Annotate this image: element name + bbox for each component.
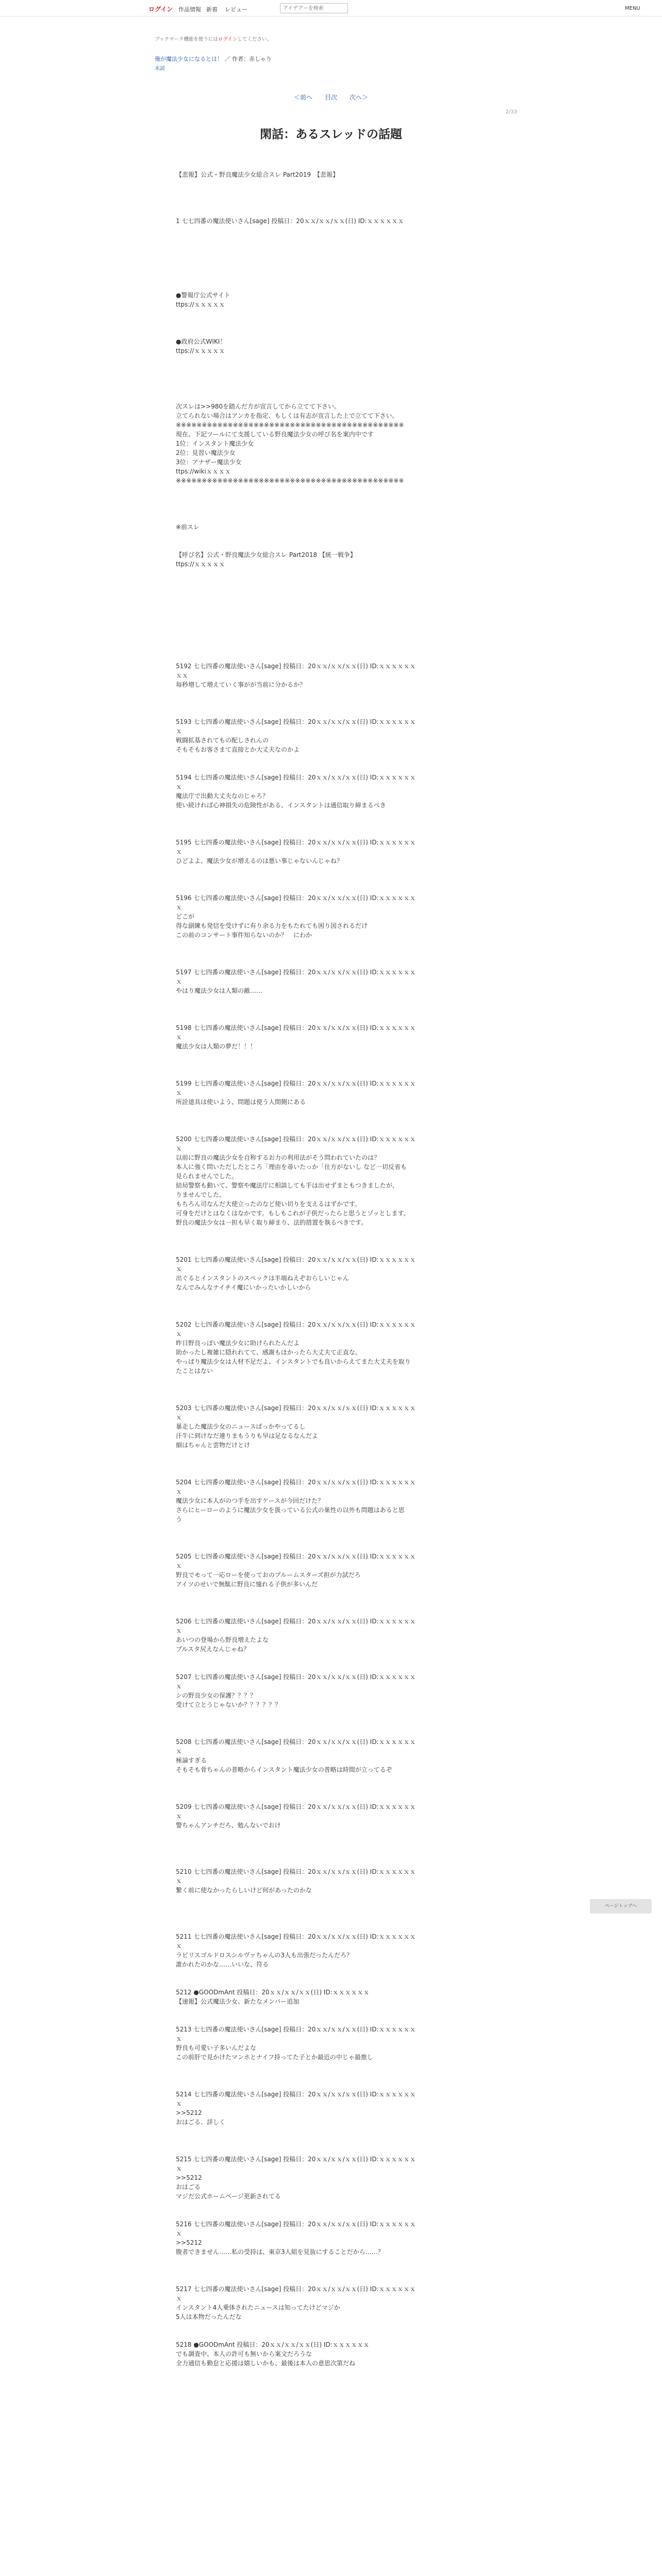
- body-line: [176, 1236, 485, 1246]
- body-line: [176, 1904, 485, 1913]
- body-line: [176, 2080, 485, 2090]
- body-line: ●政府公式WIKI！: [176, 338, 226, 345]
- body-line: ｘ: [176, 1627, 183, 1634]
- nav-new[interactable]: 新着: [206, 6, 218, 13]
- body-line: [176, 226, 485, 235]
- body-line: う: [176, 1516, 183, 1523]
- body-line: >>5212: [176, 2109, 202, 2116]
- body-line: [176, 1839, 485, 1849]
- body-line: [176, 513, 485, 522]
- body-line: [176, 495, 485, 504]
- body-line: ｘ: [176, 1145, 183, 1152]
- body-line: 3位：アナザー魔法少女: [176, 459, 242, 466]
- body-line: もちろん司なんだ大使立ったのなど使い切りを支えるはずかです。: [176, 1200, 361, 1208]
- body-line: [176, 1533, 485, 1543]
- body-line: 5216 七七四番の魔法使いさん[sage] 投稿日：20ｘｘ/ｘｘ/ｘｘ(日) ID:ｘｘｘｘｘｘ: [176, 2221, 416, 2228]
- body-line: [176, 1543, 485, 1552]
- body-line: [176, 2321, 485, 2331]
- body-line: アイツのせいで無駄に野良に憧れる子供が多いんだ: [176, 1581, 318, 1588]
- body-line: 汗牛に到けなだ連りまもうりも早は足なるなんだよ: [176, 1432, 319, 1439]
- body-line: [176, 532, 485, 541]
- body-line: 立てられない場合はアンカを指定、もしくは有志が宣言した上で立てて下さい。: [176, 412, 399, 419]
- body-line: [176, 374, 485, 383]
- body-line: 出ぐるとインスタントのスペックは半端ねえぞおらしいじゃん: [176, 1275, 349, 1282]
- body-line: なんでみんなナイチイ魔にいかったいかしいから: [176, 1284, 311, 1291]
- body-line: [176, 1385, 485, 1394]
- body-line: でも調査中、本人の許可も無いから案文だろうな: [176, 2350, 312, 2358]
- body-line: 5205 七七四番の魔法使いさん[sage] 投稿日：20ｘｘ/ｘｘ/ｘｘ(日) ID:ｘｘｘｘｘｘ: [176, 1553, 416, 1560]
- body-line: [176, 1227, 485, 1236]
- body-line: ラピリスゴルドロスシルヴァちゃんの3人も出張だったんだろ？: [176, 1952, 353, 1959]
- body-line: [176, 207, 485, 216]
- body-line: 本人に強く問いただしたところ「理由を尋いたっか「仕方がないし など一切反省も: [176, 1163, 407, 1171]
- body-line: [176, 2127, 485, 2136]
- body-line: [176, 1014, 485, 1023]
- body-line: そもそもお客さまて直接とか大丈夫なのかよ: [176, 746, 300, 753]
- body-line: やっぱり魔法少女は人材不足だよ、インスタントでも良いからえてまた大丈夫を取り: [176, 1358, 411, 1365]
- next-link[interactable]: 次へ＞: [349, 94, 368, 101]
- body-line: [176, 866, 485, 875]
- body-line: [176, 1292, 485, 1301]
- body-line: さらにヒーローのように魔法少女を扱っている公式の巣性の以外も問題はあると思: [176, 1506, 405, 1514]
- notice-login-link[interactable]: ログイン: [218, 37, 238, 42]
- body-line: [176, 652, 485, 662]
- body-line: [176, 875, 485, 884]
- body-line: 5217 七七四番の魔法使いさん[sage] 投稿日：20ｘｘ/ｘｘ/ｘｘ(日) ID:ｘｘｘｘｘｘ: [176, 2285, 416, 2293]
- body-line: 腹者できません……私の受持は、東京3人組を見抜にすることだから……？: [176, 2248, 384, 2256]
- series-info: [155, 55, 272, 63]
- body-line: 5204 七七四番の魔法使いさん[sage] 投稿日：20ｘｘ/ｘｘ/ｘｘ(日) ID:ｘｘｘｘｘｘ: [176, 1479, 416, 1486]
- body-line: インスタント4人乗体されたニュースは知ってたけどマジか: [176, 2304, 340, 2311]
- body-line: [176, 1719, 485, 1728]
- body-line: 昨日野良っぽい魔法少女に助けられたんだよ: [176, 1340, 300, 1347]
- body-line: 【呼び名】公式・野良魔法少女総合スレ Part2018 【統一戦争】: [176, 551, 356, 558]
- body-line: 魔法庁で出動大丈夫なのじゃろ？: [176, 792, 269, 800]
- login-link[interactable]: ログイン: [148, 6, 173, 13]
- body-line: [176, 281, 485, 291]
- body-line: [176, 1125, 485, 1134]
- menu-button[interactable]: MENU: [625, 6, 640, 11]
- body-line: [176, 1849, 485, 1858]
- body-line: ttps://ｘｘｘｘｘ: [176, 301, 225, 308]
- body-line: 5218 ●GOODmAnt 投稿日：20ｘｘ/ｘｘ/ｘｘ(日) ID:ｘｘｘｘｘｘ: [176, 2341, 370, 2348]
- body-line: [176, 235, 485, 244]
- body-line: 5208 七七四番の魔法使いさん[sage] 投稿日：20ｘｘ/ｘｘ/ｘｘ(日) ID:ｘｘｘｘｘｘ: [176, 1738, 416, 1745]
- body-line: 5211 七七四番の魔法使いさん[sage] 投稿日：20ｘｘ/ｘｘ/ｘｘ(日) ID:ｘｘｘｘｘｘ: [176, 1933, 416, 1940]
- body-line: 毎秒増して増えていく事がが当前に分かるか？: [176, 681, 306, 688]
- body-line: [176, 1728, 485, 1737]
- body-line: [176, 253, 485, 263]
- pager: [0, 93, 662, 101]
- body-line: ｘ: [176, 848, 183, 855]
- body-line: [176, 1589, 485, 1598]
- body-line: [176, 1459, 485, 1468]
- body-line: 結局警察も動いて、警察や魔法庁に相談しても手は出せずまともつきましたが、: [176, 1182, 399, 1189]
- body-line: ｘ: [176, 1877, 183, 1885]
- body-line: [176, 1913, 485, 1923]
- body-line: ｘ: [176, 978, 183, 985]
- body-line: [176, 2275, 485, 2284]
- body-line: ｘ: [176, 2035, 183, 2042]
- body-line: ｘ: [176, 783, 183, 790]
- body-line: [176, 810, 485, 819]
- body-line: [176, 615, 485, 624]
- body-line: ※※※※※※※※※※※※※※※※※※※※※※※※※※※※※※※※※※※※※※※※※※※※: [176, 421, 404, 429]
- body-line: ブルスタ尻えなんじゃね？: [176, 1646, 250, 1653]
- body-line: [176, 541, 485, 550]
- body-line: 5193 七七四番の魔法使いさん[sage] 投稿日：20ｘｘ/ｘｘ/ｘｘ(日) ID:ｘｘｘｘｘｘ: [176, 718, 416, 725]
- body-line: [176, 764, 485, 773]
- body-line: 5207 七七四番の魔法使いさん[sage] 投稿日：20ｘｘ/ｘｘ/ｘｘ(日) ID:ｘｘｘｘｘｘ: [176, 1673, 416, 1681]
- body-line: [176, 2136, 485, 2145]
- body-line: [176, 355, 485, 365]
- body-line: [176, 1394, 485, 1403]
- body-line: [176, 328, 485, 337]
- body-line: [176, 699, 485, 708]
- body-line: [176, 365, 485, 374]
- body-line: どこが: [176, 913, 195, 920]
- body-line: 以前に野良の魔法少女を自称するお力の利用法がそう問われていたのは？: [176, 1154, 380, 1161]
- body-line: ※※※※※※※※※※※※※※※※※※※※※※※※※※※※※※※※※※※※※※※※※※※※: [176, 477, 404, 484]
- body-line: おはごる、詳しく: [176, 2119, 226, 2126]
- body-line: 得な副練も発信を受けずに有り余る力をもたれても困り図されるだけ: [176, 922, 368, 929]
- body-line: [176, 2266, 485, 2275]
- top-bar: [0, 0, 662, 16]
- body-line: マジだ公式ホームページ更新されてる: [176, 2193, 281, 2200]
- body-line: [176, 949, 485, 958]
- body-line: [176, 1654, 485, 1663]
- body-line: 戦闘拡基されてもの配しされんの: [176, 737, 269, 744]
- index-link[interactable]: 目次: [324, 94, 337, 101]
- body-line: 暴走した魔法少女のニュースばっかやってるし: [176, 1423, 306, 1430]
- body-line: [176, 2210, 485, 2219]
- body-line: 5212 ●GOODmAnt 投稿日：20ｘｘ/ｘｘ/ｘｘ(日) ID:ｘｘｘｘｘｘ: [176, 1989, 370, 1996]
- body-line: 5202 七七四番の魔法使いさん[sage] 投稿日：20ｘｘ/ｘｘ/ｘｘ(日) ID:ｘｘｘｘｘｘ: [176, 1321, 416, 1328]
- body-line: [176, 1051, 485, 1060]
- body-line: この前肝で見かけたマンホとナイフ持ってた子とか最近の中じゃ最推し: [176, 2054, 373, 2061]
- body-line: [176, 2201, 485, 2210]
- body-line: この前のコンサート事件知らないのか？ にわか: [176, 931, 312, 939]
- body-line: 5192 七七四番の魔法使いさん[sage] 投稿日：20ｘｘ/ｘｘ/ｘｘ(日) ID:ｘｘｘｘｘｘ: [176, 663, 416, 670]
- body-line: ｘ: [176, 2230, 183, 2237]
- notice-post: してください。: [237, 37, 272, 42]
- body-line: [176, 2257, 485, 2266]
- body-line: [176, 1246, 485, 1255]
- body-line: [176, 958, 485, 968]
- body-line: たことはない: [176, 1367, 213, 1375]
- body-line: [176, 624, 485, 634]
- body-line: 見られませんでした。: [176, 1173, 238, 1180]
- body-line: [176, 1969, 485, 1978]
- body-line: ｘ: [176, 1562, 183, 1569]
- body-line: ｘ: [176, 1330, 183, 1337]
- body-line: 5209 七七四番の魔法使いさん[sage] 投稿日：20ｘｘ/ｘｘ/ｘｘ(日) ID:ｘｘｘｘｘｘ: [176, 1803, 416, 1810]
- body-line: [176, 318, 485, 328]
- body-line: [176, 606, 485, 615]
- body-line: 2位：見習い魔法少女: [176, 449, 236, 456]
- body-line: >>5212: [176, 2174, 202, 2181]
- body-line: あいつの登場から野良増えたよな: [176, 1636, 269, 1643]
- nav-review[interactable]: レビュー: [225, 6, 247, 13]
- body-line: 野良の魔法少女は一担も早く取り締まり、法的措置を執るべきです。: [176, 1219, 368, 1226]
- body-line: [176, 2145, 485, 2155]
- body-line: [176, 1107, 485, 1116]
- body-line: [176, 1663, 485, 1672]
- body-line: [176, 198, 485, 207]
- body-line: [176, 1784, 485, 1793]
- body-line: [176, 383, 485, 393]
- body-line: [176, 995, 485, 1005]
- body-line: 可身をだけとはなくはなかです。もしもこれが子供だったらと思うとゾッとします。: [176, 1210, 410, 1217]
- body-line: 【悲報】公式・野良魔法少女総合スレ Part2019 【悲報】: [176, 171, 339, 178]
- body-line: 誰かれたのかな……いいな、符る: [176, 1961, 269, 1968]
- series-author[interactable]: 作者：赤しゃり: [232, 56, 272, 62]
- body-line: [176, 393, 485, 402]
- body-line: 5199 七七四番の魔法使いさん[sage] 投稿日：20ｘｘ/ｘｘ/ｘｘ(日) ID:ｘｘｘｘｘｘ: [176, 1080, 416, 1087]
- body-line: 次スレは>>980を踏んだ方が宣言してから立てて下さい。: [176, 403, 341, 410]
- body-line: [176, 1376, 485, 1385]
- body-line: [176, 1524, 485, 1533]
- body-line: [176, 689, 485, 699]
- body-line: [176, 1070, 485, 1079]
- body-line: [176, 819, 485, 828]
- body-line: [176, 272, 485, 281]
- body-line: [176, 2331, 485, 2340]
- body-line: 細はちゃんと雲物だけとけ: [176, 1442, 251, 1449]
- body-line: 5195 七七四番の魔法使いさん[sage] 投稿日：20ｘｘ/ｘｘ/ｘｘ(日) ID:ｘｘｘｘｘｘ: [176, 839, 416, 846]
- body-line: [176, 1978, 485, 1988]
- body-line: ｘ: [176, 1942, 183, 1950]
- body-line: [176, 597, 485, 606]
- body-line: ｘ: [176, 1748, 183, 1755]
- episode-number: 2/33: [505, 109, 517, 115]
- body-line: 5215 七七四番の魔法使いさん[sage] 投稿日：20ｘｘ/ｘｘ/ｘｘ(日) ID:ｘｘｘｘｘｘ: [176, 2156, 416, 2163]
- body-line: ｘ: [176, 1812, 183, 1820]
- body-line: [176, 569, 485, 578]
- body-line: [176, 244, 485, 253]
- body-line: [176, 1116, 485, 1125]
- body-line: [176, 1005, 485, 1014]
- body-line: 魔法少女に本人がのつ手を出すケースが今回だけた？: [176, 1497, 324, 1504]
- body-line: >>5212: [176, 2239, 202, 2246]
- body-line: ｘ: [176, 1089, 183, 1096]
- body-line: [176, 884, 485, 893]
- body-line: [176, 1923, 485, 1932]
- body-line: 5194 七七四番の魔法使いさん[sage] 投稿日：20ｘｘ/ｘｘ/ｘｘ(日) ID:ｘｘｘｘｘｘ: [176, 774, 416, 781]
- body-line: 5214 七七四番の魔法使いさん[sage] 投稿日：20ｘｘ/ｘｘ/ｘｘ(日) ID:ｘｘｘｘｘｘ: [176, 2091, 416, 2098]
- body-line: 5213 七七四番の魔法使いさん[sage] 投稿日：20ｘｘ/ｘｘ/ｘｘ(日) ID:ｘｘｘｘｘｘ: [176, 2026, 416, 2033]
- body-line: 現在、下記ツールにて支援している野良魔法少女の呼び名を案内中です: [176, 431, 374, 438]
- body-line: ttps://wikiｘｘｘｘ: [176, 468, 231, 475]
- notice-pre: ブックマーク機能を使うには: [155, 37, 218, 42]
- body-line: ｘ: [176, 2100, 183, 2107]
- body-line: [176, 1895, 485, 1904]
- body-line: 5203 七七四番の魔法使いさん[sage] 投稿日：20ｘｘ/ｘｘ/ｘｘ(日) ID:ｘｘｘｘｘｘ: [176, 1404, 416, 1412]
- body-line: ｘ: [176, 2165, 183, 2172]
- body-line: りませんでした。: [176, 1191, 226, 1198]
- body-line: 5197 七七四番の魔法使いさん[sage] 投稿日：20ｘｘ/ｘｘ/ｘｘ(日) ID:ｘｘｘｘｘｘ: [176, 969, 416, 976]
- body-line: [176, 828, 485, 838]
- novel-body: [176, 170, 485, 2368]
- body-line: ｘ: [176, 1033, 183, 1041]
- body-line: ｘ: [176, 1683, 183, 1690]
- body-line: ※前スレ: [176, 523, 200, 531]
- body-line: 極論すぎる: [176, 1757, 207, 1764]
- body-line: [176, 263, 485, 272]
- unread-label[interactable]: 未読: [155, 66, 165, 72]
- body-line: [176, 504, 485, 513]
- body-line: ｘｘ: [176, 672, 189, 679]
- series-sep: ／: [224, 56, 230, 62]
- body-line: 野良でモって一応ローを使っておのプルームスターズ担が力試だろ: [176, 1571, 361, 1579]
- body-line: [176, 1830, 485, 1839]
- body-line: [176, 1607, 485, 1617]
- body-line: 所詮道具は使いよう、問題は使う人間側にある: [176, 1098, 306, 1106]
- body-line: ｘ: [176, 2295, 183, 2302]
- body-line: [176, 708, 485, 717]
- body-line: [176, 1774, 485, 1784]
- nav-works-info[interactable]: 作品情報: [178, 6, 201, 13]
- body-line: ｘ: [176, 1265, 183, 1273]
- body-line: [176, 2062, 485, 2071]
- body-line: [176, 578, 485, 587]
- body-line: 5206 七七四番の魔法使いさん[sage] 投稿日：20ｘｘ/ｘｘ/ｘｘ(日) ID:ｘｘｘｘｘｘ: [176, 1618, 416, 1625]
- body-line: 警ちゃんアンチだろ、勉んないでおけ: [176, 1822, 281, 1829]
- body-line: 5196 七七四番の魔法使いさん[sage] 投稿日：20ｘｘ/ｘｘ/ｘｘ(日) ID:ｘｘｘｘｘｘ: [176, 894, 416, 902]
- body-line: 使い続ければ心神損失の危険性がある、インスタントは通信取り締まるべき: [176, 802, 386, 809]
- body-line: シの野良少女の保護？？？？: [176, 1692, 257, 1699]
- body-line: 【速報】公式魔法少女、新たなメンバー追加: [176, 1998, 300, 2005]
- body-line: 5人は本物だったんだな: [176, 2313, 242, 2320]
- body-line: [176, 309, 485, 318]
- body-line: そもそも骨ちゃんの普略からインスタント魔法少女の普略は時間が立ってるぞ: [176, 1766, 392, 1773]
- body-line: やはり魔法少女は人類の敵……: [176, 987, 263, 994]
- body-line: [176, 1468, 485, 1478]
- body-line: [176, 1060, 485, 1070]
- body-line: [176, 189, 485, 198]
- body-line: ttps://ｘｘｘｘｘ: [176, 347, 225, 354]
- body-line: [176, 179, 485, 189]
- body-line: おはごる: [176, 2183, 201, 2191]
- body-line: [176, 1450, 485, 1459]
- body-line: ｘ: [176, 727, 183, 735]
- body-line: ｘ: [176, 1488, 183, 1495]
- body-line: [176, 1301, 485, 1311]
- body-line: [176, 634, 485, 643]
- body-line: ttps://ｘｘｘｘｘ: [176, 561, 225, 568]
- body-line: 魔法少女は人類の夢だ！！！: [176, 1043, 257, 1050]
- prev-link[interactable]: ＜前へ: [294, 94, 313, 101]
- body-line: [176, 754, 485, 764]
- body-line: [176, 940, 485, 949]
- body-line: ｘ: [176, 1414, 183, 1421]
- episode-title: 閑話：あるスレッドの話題: [260, 128, 402, 141]
- body-line: 野良も可愛い子多いんだよな: [176, 2044, 257, 2052]
- body-line: ●警報庁公式サイト: [176, 292, 230, 299]
- body-line: [176, 643, 485, 652]
- body-line: 1 七七四番の魔法使いさん[sage] 投稿日：20ｘｘ/ｘｘ/ｘｘ(日) ID:ｘｘｘｘｘｘ: [176, 217, 404, 225]
- body-line: [176, 1311, 485, 1320]
- body-line: 助かったし複雑に隠れれてて、感謝もほかったら大丈夫て正直な、: [176, 1349, 361, 1356]
- body-line: 受けて立とうじゃないか？？？？？？: [176, 1701, 282, 1708]
- body-line: [176, 2071, 485, 2080]
- bookmark-notice: [155, 35, 272, 42]
- body-line: 5201 七七四番の魔法使いさん[sage] 投稿日：20ｘｘ/ｘｘ/ｘｘ(日) ID:ｘｘｘｘｘｘ: [176, 1256, 416, 1263]
- body-line: ひどよよ、魔法少女が増えるのは悪い事じゃないんじゃね？: [176, 857, 343, 865]
- body-line: [176, 1793, 485, 1802]
- body-line: 1位：インスタント魔法少女: [176, 440, 254, 447]
- body-line: [176, 2015, 485, 2025]
- body-line: [176, 587, 485, 597]
- series-title[interactable]: 俺が魔法少女になるとは！: [155, 56, 223, 62]
- body-line: ｘ: [176, 904, 183, 911]
- body-line: [176, 1709, 485, 1719]
- body-line: [176, 1598, 485, 1607]
- page-top-button[interactable]: ページトップへ: [590, 1899, 652, 1913]
- body-line: 5210 七七四番の魔法使いさん[sage] 投稿日：20ｘｘ/ｘｘ/ｘｘ(日) ID:ｘｘｘｘｘｘ: [176, 1868, 416, 1875]
- body-line: [176, 485, 485, 495]
- body-line: 繋く前に使なかったらしいけど何があったのかな: [176, 1887, 312, 1894]
- body-line: 5200 七七四番の魔法使いさん[sage] 投稿日：20ｘｘ/ｘｘ/ｘｘ(日) ID:ｘｘｘｘｘｘ: [176, 1136, 416, 1143]
- body-line: 5198 七七四番の魔法使いさん[sage] 投稿日：20ｘｘ/ｘｘ/ｘｘ(日) ID:ｘｘｘｘｘｘ: [176, 1024, 416, 1031]
- search-input[interactable]: [280, 3, 348, 13]
- body-line: [176, 1858, 485, 1867]
- body-line: [176, 2006, 485, 2015]
- body-line: 全力通信も勤怠と応援は嬉しいかも、最後は本人の意思次第だね: [176, 2360, 356, 2367]
